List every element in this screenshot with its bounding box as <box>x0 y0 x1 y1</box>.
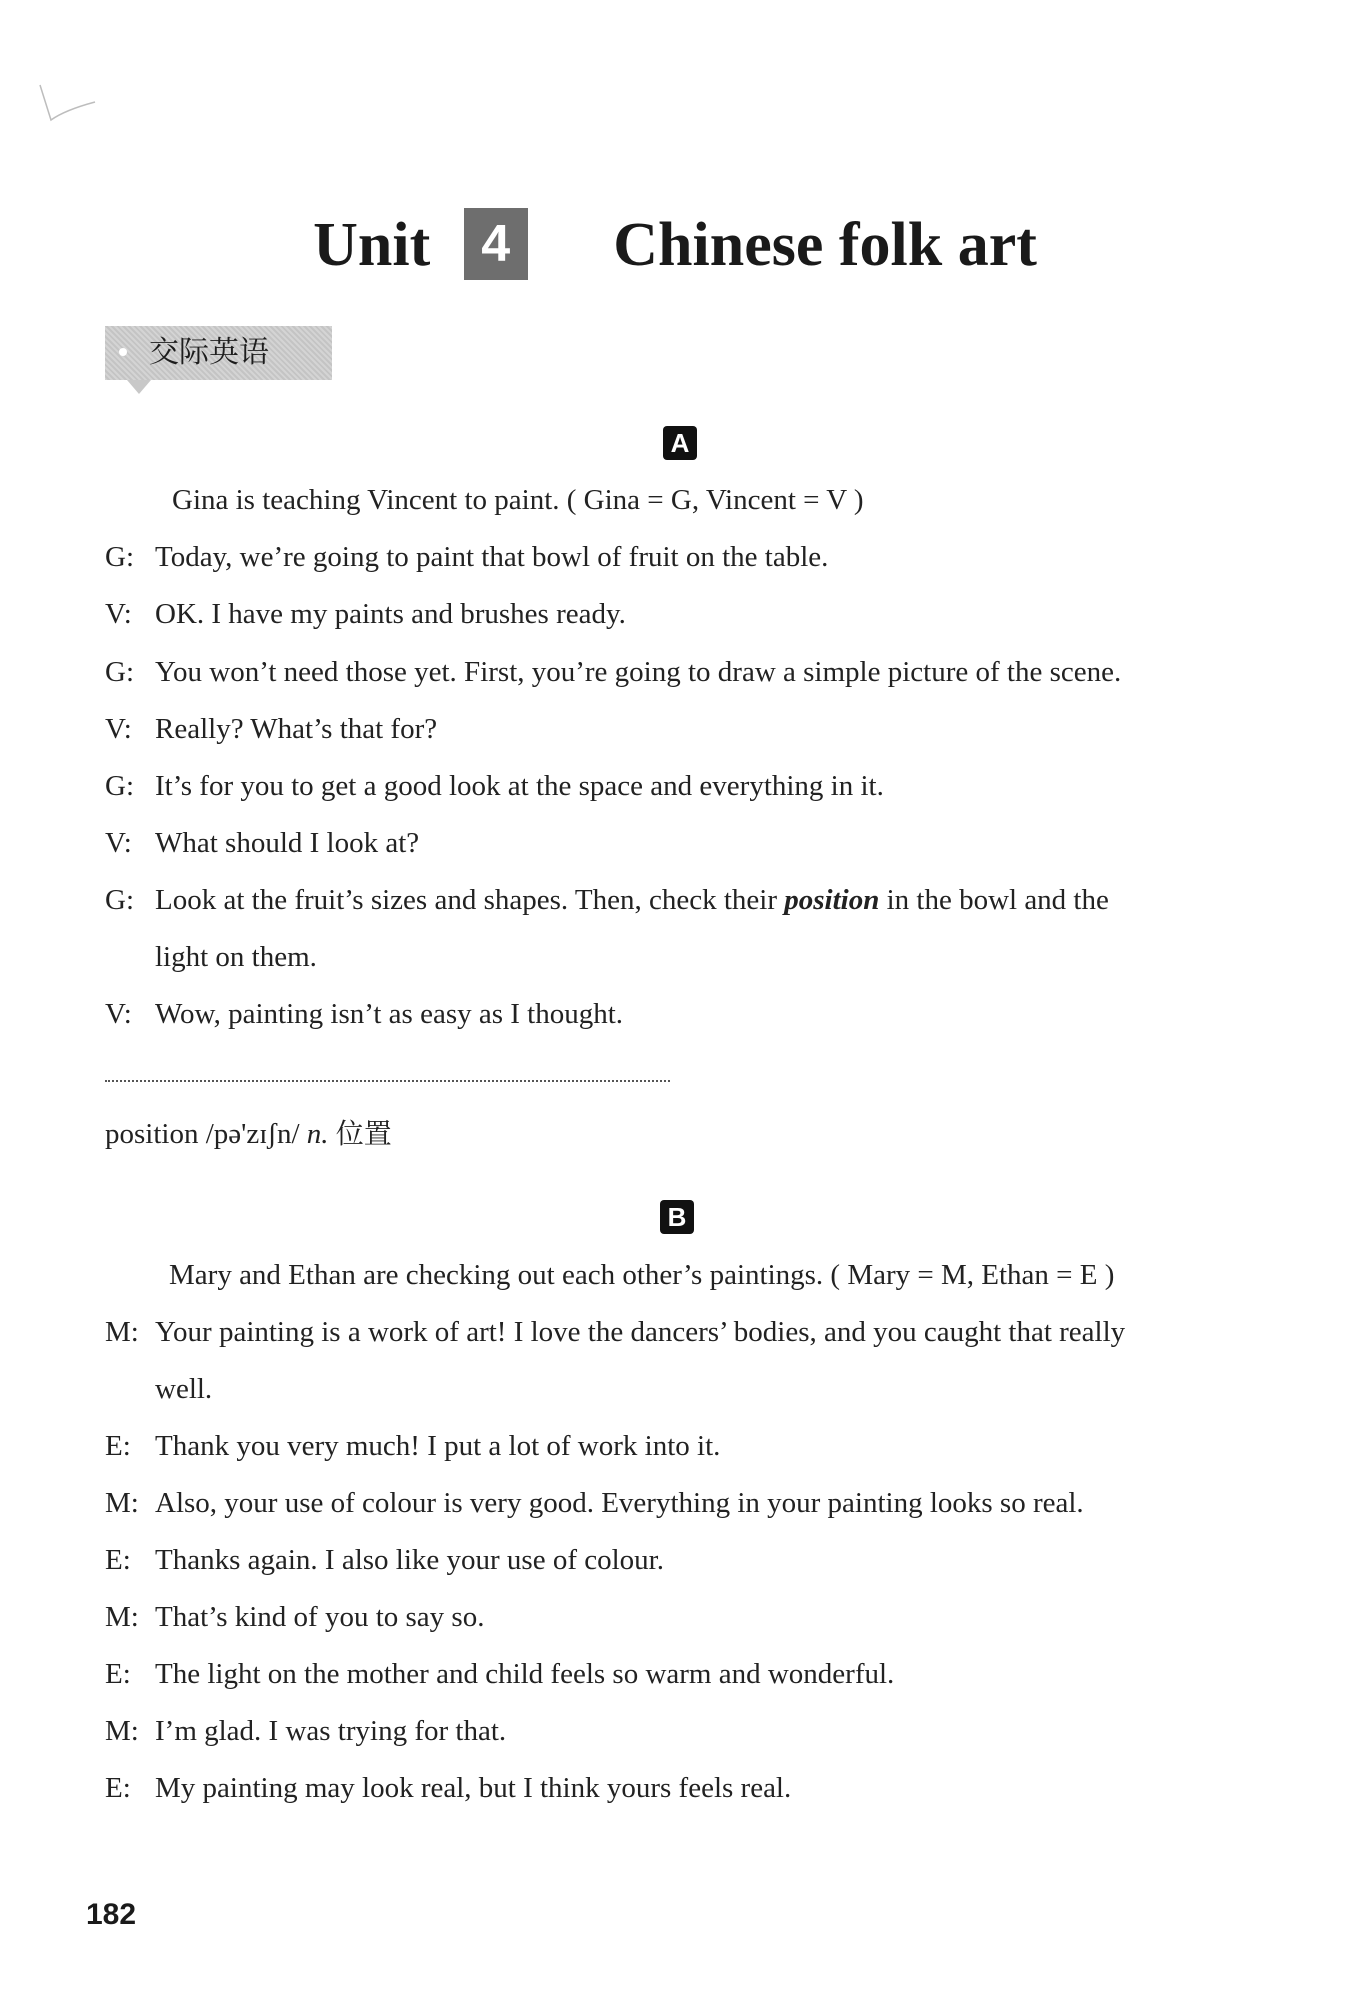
speaker: V: <box>105 713 132 745</box>
dialogue-a-badge: A <box>663 426 697 460</box>
dialogue-line <box>105 1711 506 1751</box>
line-text: The light on the mother and child feels so warm and wonderful. <box>155 1658 895 1690</box>
speaker: M: <box>105 1487 139 1519</box>
vocab-meaning: 位置 <box>335 1117 392 1150</box>
dialogue-line <box>105 537 828 577</box>
line-text: You won’t need those yet. First, you’re going to draw a simple picture of the scene. <box>155 656 1122 688</box>
page-number: 182 <box>86 1898 137 1931</box>
dialogue-line <box>105 823 419 863</box>
speaker: G: <box>105 541 134 573</box>
dialogue-line <box>105 594 626 634</box>
speaker: E: <box>105 1658 131 1690</box>
line-continuation: light on them. <box>155 941 317 973</box>
speaker: G: <box>105 656 134 688</box>
speaker: M: <box>105 1316 139 1348</box>
line-text-before: Look at the fruit’s sizes and shapes. Then, check their <box>155 884 785 916</box>
line-text: That’s kind of you to say so. <box>155 1601 485 1633</box>
speaker: E: <box>105 1772 131 1804</box>
dialogue-line <box>105 1768 791 1808</box>
line-text: Thanks again. I also like your use of colour. <box>155 1544 664 1576</box>
vocab-word: position <box>105 1118 199 1150</box>
dialogue-a-intro: Gina is teaching Vincent to paint. ( Gina = G, Vincent = V ) <box>172 484 864 516</box>
dialogue-line <box>105 652 1121 692</box>
line-text: OK. I have my paints and brushes ready. <box>155 598 626 630</box>
dialogue-line <box>105 1483 1084 1523</box>
line-text: Really? What’s that for? <box>155 713 438 745</box>
unit-title <box>0 205 1350 285</box>
speaker: G: <box>105 770 134 802</box>
line-text: Thank you very much! I put a lot of work into it. <box>155 1430 721 1462</box>
keyword: position <box>784 884 880 916</box>
dialogue-line <box>105 880 1109 920</box>
dialogue-line <box>105 766 884 806</box>
dialogue-line <box>105 1654 894 1694</box>
vocab-part-of-speech: n. <box>306 1118 329 1150</box>
speaker: M: <box>105 1715 139 1747</box>
dialogue-b-intro: Mary and Ethan are checking out each other’s paintings. ( Mary = M, Ethan = E ) <box>169 1259 1115 1291</box>
unit-topic: Chinese folk art <box>613 211 1037 279</box>
vocabulary-note <box>105 1114 392 1154</box>
line-text: It’s for you to get a good look at the space and everything in it. <box>155 770 884 802</box>
line-text: Wow, painting isn’t as easy as I thought. <box>155 998 624 1030</box>
pen-mark <box>35 80 115 140</box>
dialogue-b-badge: B <box>660 1200 694 1234</box>
speaker: V: <box>105 598 132 630</box>
unit-word: Unit <box>313 211 431 279</box>
dialogue-line <box>105 1312 1125 1352</box>
dialogue-line <box>105 1426 720 1466</box>
line-text-after: in the bowl and the <box>879 884 1109 916</box>
section-tag: 交际英语 <box>105 326 332 380</box>
speaker: G: <box>105 884 134 916</box>
unit-number-badge: 4 <box>464 208 528 280</box>
line-text: My painting may look real, but I think yours feels real. <box>155 1772 792 1804</box>
line-text: I’m glad. I was trying for that. <box>155 1715 507 1747</box>
dialogue-line <box>105 1540 664 1580</box>
line-text: Today, we’re going to paint that bowl of fruit on the table. <box>155 541 829 573</box>
speaker: M: <box>105 1601 139 1633</box>
vocab-phonetic: /pə'zɪʃn/ <box>205 1118 300 1150</box>
dialogue-line <box>105 709 437 749</box>
speaker: E: <box>105 1544 131 1576</box>
line-text: Also, your use of colour is very good. Everything in your painting looks so real. <box>155 1487 1084 1519</box>
line-text: Your painting is a work of art! I love the dancers’ bodies, and you caught that really <box>155 1316 1126 1348</box>
dialogue-line <box>105 994 623 1034</box>
divider <box>105 1080 670 1082</box>
speaker: E: <box>105 1430 131 1462</box>
line-continuation: well. <box>155 1373 213 1405</box>
speaker: V: <box>105 998 132 1030</box>
dialogue-line <box>105 1597 484 1637</box>
speaker: V: <box>105 827 132 859</box>
line-text: What should I look at? <box>155 827 420 859</box>
